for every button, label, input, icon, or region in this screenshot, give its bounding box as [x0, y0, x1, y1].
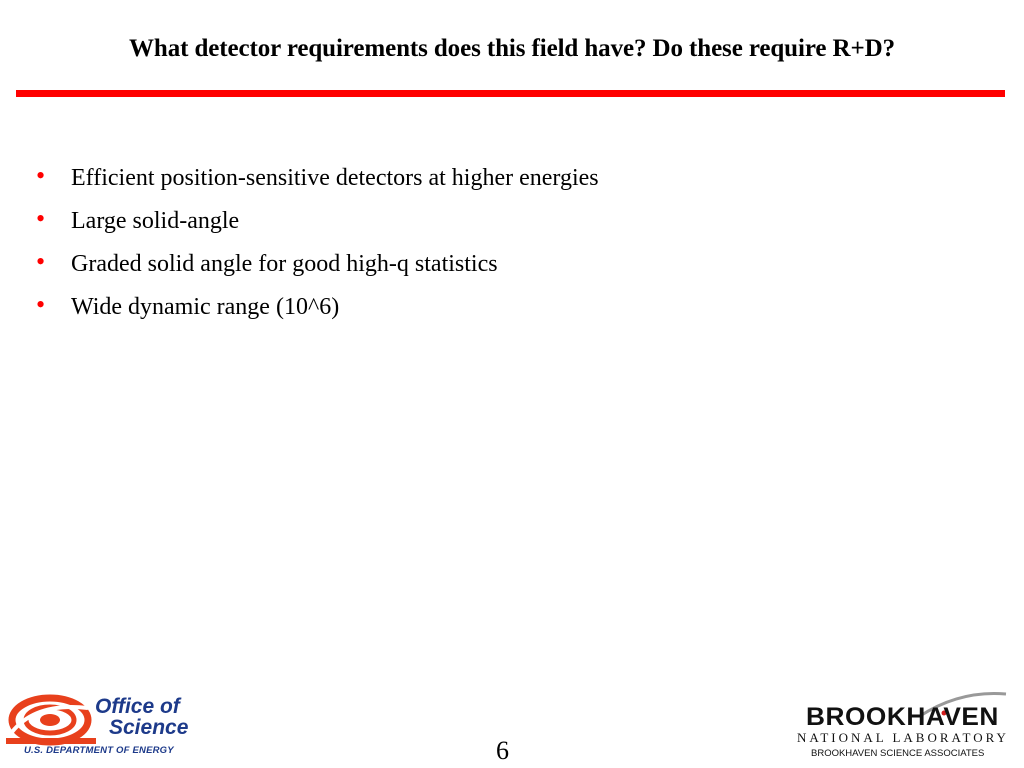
- bullet-text: Graded solid angle for good high-q statistics: [71, 251, 498, 277]
- bullet-icon: •: [36, 247, 46, 276]
- brookhaven-wordmark: BROOKHAVEN: [806, 703, 999, 731]
- bullet-icon: •: [36, 161, 46, 190]
- bullet-text: Wide dynamic range (10^6): [71, 294, 340, 320]
- brookhaven-associates-text: BROOKHAVEN SCIENCE ASSOCIATES: [811, 748, 985, 759]
- bullet-text: Large solid-angle: [71, 208, 240, 234]
- list-item: [36, 158, 599, 201]
- slide-title: What detector requirements does this field have? Do these require R+D?: [129, 35, 895, 62]
- office-line: Office of: [95, 695, 180, 718]
- office-of-science-text: [95, 696, 188, 738]
- bullet-list: [36, 158, 599, 330]
- list-item: [36, 201, 599, 244]
- title-divider: [16, 90, 1005, 97]
- bullet-icon: •: [36, 290, 46, 319]
- national-laboratory-text: NATIONAL LABORATORY: [797, 730, 1009, 745]
- doe-caption: U.S. DEPARTMENT OF ENERGY: [24, 745, 174, 756]
- bullet-icon: •: [36, 204, 46, 233]
- page-number: 6: [496, 736, 509, 765]
- brookhaven-logo: [790, 688, 1016, 766]
- list-item: [36, 244, 599, 287]
- science-line: Science: [109, 716, 189, 739]
- bullet-text: Efficient position-sensitive detectors at higher energies: [71, 165, 599, 191]
- list-item: [36, 287, 599, 330]
